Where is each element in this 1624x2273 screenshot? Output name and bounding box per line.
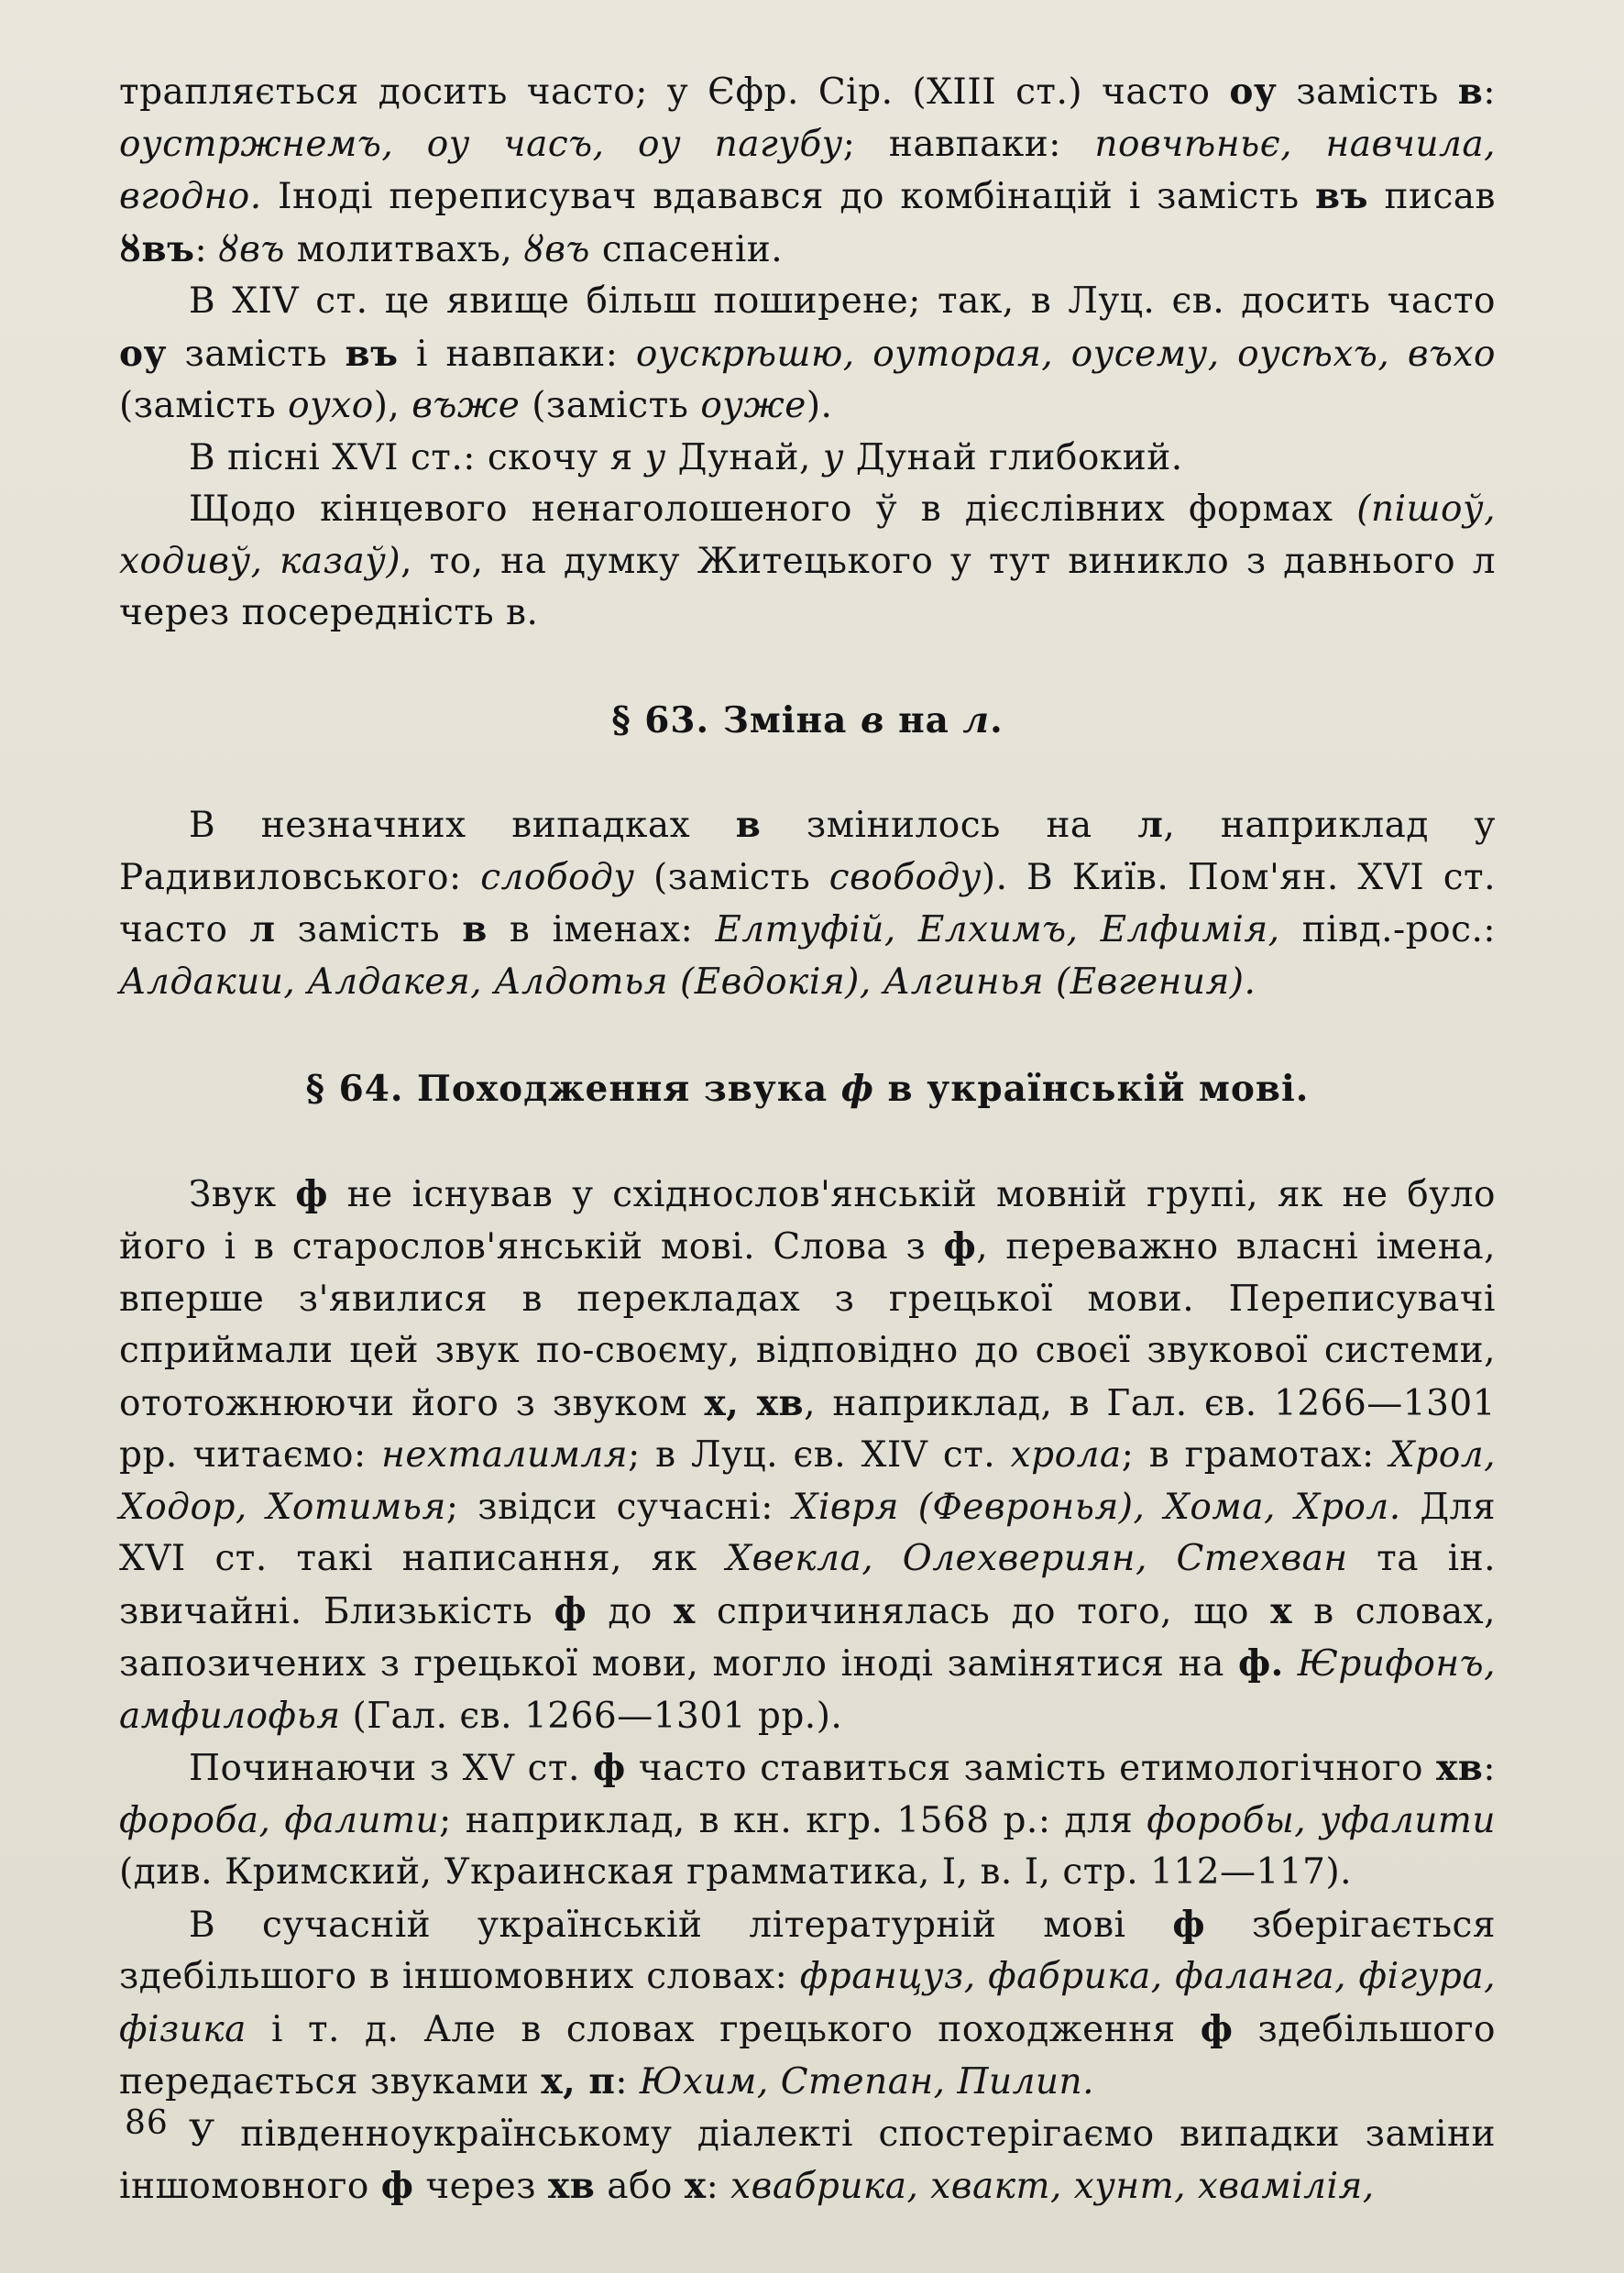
paragraph-4: Щодо кінцевого ненаголошеного ў в дієслівних формах (пішоў, ходивў, казаў), то, на думку Житецького у тут виникло з давнього л через посередність в.: [119, 489, 1497, 633]
paragraph-1: трапляється досить часто; у Єфр. Сір. (XIII ст.) часто оу замість в: оустржнемъ, оу часъ, оу пагубу; навпаки: повчѣньє, навчила, вгодно. Іноді переписувач вдавався до комбінацій і замість въ писав ȣвъ: ȣвъ молитвахъ, ȣвъ спасеніи.: [119, 71, 1496, 270]
paragraph-6: Звук ф не існував у східнослов'янській мовній групі, як не було його і в старослов'янській мові. Слова з ф, переважно власні імена, вперше з'явилися в перекладах з грецької мови. Переписувачі сприймали цей звук по-своєму, відповідно до своєї звукової системи, ототожнюючи його з звуком х, хв, наприклад, в Гал. єв. 1266—1301 рр. читаємо: нехталимля; в Луц. єв. XIV ст. хрола; в грамотах: Хрол, Ходор, Хотимья; звідси сучасні: Хівря (Февронья), Хома, Хрол. Для XVI ст. такі написання, як Хвекла, Олехвериян, Стехван та ін. звичайні. Близькість ф до х спричинялась до того, що х в словах, запозичених з грецької мови, могло іноді замінятися на ф. Ѥрифонъ, амфилофья (Гал. єв. 1266—1301 рр.).: [119, 1172, 1497, 1737]
paragraph-8: В сучасній українській літературній мові ф зберігається здебільшого в іншомовних словах: француз, фабрика, фаланга, фігура, фізика і т. д. Але в словах грецького походження ф здебільшого передається звуками х, п: Юхим, Степан, Пилип.: [119, 1903, 1496, 2103]
page-body: [119, 66, 1496, 2213]
paragraph-3: В пісні XVI ст.: скочу я у Дунай, у Дунай глибокий.: [189, 436, 1183, 478]
paragraph-5: В незначних випадках в змінилось на л, наприклад у Радивиловського: слободу (замість свободу). В Київ. Пом'ян. XVI ст. часто л замість в в іменах: Елтуфій, Елхимъ, Елфимія, півд.-рос.: Алдакии, Алдакея, Алдотья (Евдокія), Алгинья (Евгения).: [119, 804, 1497, 1003]
section-heading-63: § 63. Зміна в на л.: [611, 698, 1004, 741]
paragraph-2: В XIV ст. це явище більш поширене; так, в Луц. єв. досить часто оу замість въ і навпаки: оускрѣшю, оуторая, оусему, оусѣхъ, въхо (замість оухо), въже (замість оуже).: [119, 280, 1496, 426]
section-heading-64: § 64. Походження звука ф в українській мові.: [305, 1068, 1310, 1110]
paragraph-7: Починаючи з XV ст. ф часто ставиться замість етимологічного хв: фороба, фалити; наприклад, в кн. кгр. 1568 р.: для форобы, уфалити (див. Кримский, Украинская грамматика, I, в. I, стр. 112—117).: [119, 1747, 1496, 1893]
paragraph-9: У південноукраїнському діалекті спостерігаємо випадки заміни іншомовного ф через хв або х: хвабрика, хвакт, хунт, хвамілія,: [119, 2113, 1496, 2207]
page-number: 86: [125, 2104, 169, 2142]
